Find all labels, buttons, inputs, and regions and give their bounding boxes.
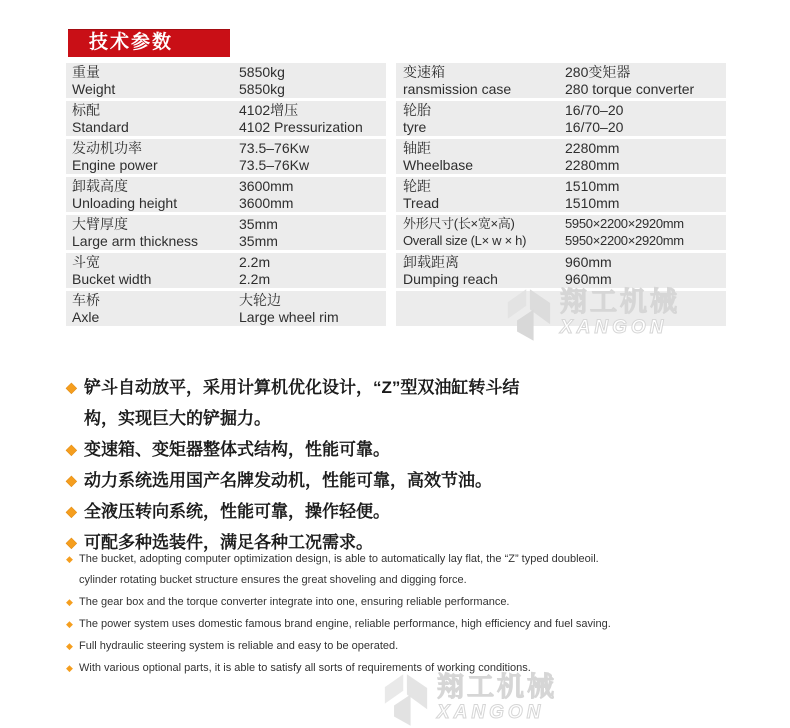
watermark-logo xyxy=(383,672,557,728)
spec-value-cn: 73.5–76Kw xyxy=(239,140,310,156)
feature-text: 构，实现巨大的铲掘力。 xyxy=(84,409,271,428)
feature-text: cylinder rotating bucket structure ensures the great shoveling and digging force. xyxy=(79,574,467,586)
spec-table-right-column xyxy=(396,63,726,329)
spec-value-en: 4102 Pressurization xyxy=(239,118,363,135)
spec-value-en: 960mm xyxy=(565,270,612,287)
table-row-empty xyxy=(396,291,726,326)
watermark-name-cn: 翔工机械 xyxy=(437,672,557,702)
spec-label-en: Tread xyxy=(403,194,440,211)
diamond-bullet-icon: ◆ xyxy=(66,597,73,607)
spec-label-cn: 轮胎 xyxy=(403,102,431,118)
spec-label-en: Wheelbase xyxy=(403,156,474,173)
spec-value-cn: 2280mm xyxy=(565,140,620,156)
spec-value-cn: 35mm xyxy=(239,216,278,232)
spec-label-en: ransmission case xyxy=(403,80,512,97)
feature-item xyxy=(66,592,736,613)
diamond-bullet-icon: ◆ xyxy=(66,641,73,651)
spec-label-en: Overall size (L× w × h) xyxy=(403,232,527,248)
feature-text: With various optional parts, it is able to satisfy all sorts of requirements of working conditions. xyxy=(79,662,531,674)
feature-text: The gear box and the torque converter integrate into one, ensuring reliable performance. xyxy=(79,596,510,608)
watermark-name-cn: 翔工机械 xyxy=(560,287,680,317)
spec-value-en: 2280mm xyxy=(565,156,620,173)
spec-label-cn: 标配 xyxy=(72,102,100,118)
feature-item xyxy=(66,614,736,635)
spec-label-en: Large arm thickness xyxy=(72,232,199,249)
spec-value-cn: 5850kg xyxy=(239,64,285,80)
table-row xyxy=(396,139,726,174)
watermark-name-en: XANGON xyxy=(560,317,668,338)
feature-text: 变速箱、变矩器整体式结构，性能可靠。 xyxy=(84,440,390,459)
feature-text: 全液压转向系统，性能可靠，操作轻便。 xyxy=(84,502,390,521)
spec-label-cn: 车桥 xyxy=(72,292,100,308)
spec-table-left-column xyxy=(66,63,386,329)
spec-value-en: 1510mm xyxy=(565,194,620,211)
feature-item xyxy=(66,636,736,657)
spec-value-en: 280 torque converter xyxy=(565,80,695,97)
table-row xyxy=(396,215,726,250)
spec-value-en: 5950×2200×2920mm xyxy=(565,232,684,248)
spec-value-cn: 5950×2200×2920mm xyxy=(565,216,684,231)
diamond-bullet-icon: ◆ xyxy=(66,441,77,457)
feature-text: 动力系统选用国产名牌发动机，性能可靠，高效节油。 xyxy=(84,471,492,490)
spec-label-cn: 斗宽 xyxy=(72,254,100,270)
spec-table xyxy=(66,63,726,329)
feature-item xyxy=(66,434,651,465)
spec-label-en: Engine power xyxy=(72,156,158,173)
spec-label-en: Axle xyxy=(72,308,100,325)
spec-value-en: 73.5–76Kw xyxy=(239,156,310,173)
spec-value-cn: 大轮边 xyxy=(239,292,281,308)
spec-label-en: Weight xyxy=(72,80,116,97)
diamond-bullet-icon: ◆ xyxy=(66,379,77,395)
feature-item xyxy=(66,549,736,591)
spec-value-en: 2.2m xyxy=(239,270,271,287)
spec-label-cn: 发动机功率 xyxy=(72,140,142,156)
diamond-bullet-icon: ◆ xyxy=(66,534,77,550)
spec-label-en: tyre xyxy=(403,118,427,135)
feature-text: Full hydraulic steering system is reliable and easy to be operated. xyxy=(79,640,399,652)
table-row xyxy=(396,177,726,212)
spec-value-en: 16/70–20 xyxy=(565,118,624,135)
feature-item xyxy=(66,658,736,679)
diamond-bullet-icon: ◆ xyxy=(66,554,73,564)
spec-value-en: 35mm xyxy=(239,232,278,249)
spec-label-cn: 大臂厚度 xyxy=(72,216,128,232)
table-row xyxy=(396,101,726,136)
table-row xyxy=(66,253,386,288)
diamond-bullet-icon: ◆ xyxy=(66,472,77,488)
table-row xyxy=(66,177,386,212)
table-row xyxy=(66,139,386,174)
spec-label-cn: 变速箱 xyxy=(403,64,445,80)
spec-label-cn: 卸载距离 xyxy=(403,254,459,270)
diamond-bullet-icon: ◆ xyxy=(66,619,73,629)
watermark-name-en: XANGON xyxy=(437,702,545,723)
spec-label-cn: 外形尺寸(长×宽×高) xyxy=(403,216,515,231)
spec-label-en: Standard xyxy=(72,118,129,135)
table-row xyxy=(66,291,386,326)
table-row xyxy=(396,63,726,98)
spec-label-cn: 重量 xyxy=(72,64,100,80)
table-row xyxy=(66,63,386,98)
feature-item xyxy=(66,496,651,527)
xiangong-logo-icon xyxy=(383,672,429,728)
feature-text: The bucket, adopting computer optimization design, is able to automatically lay flat, the “Z” typed doubleoil. xyxy=(79,553,599,565)
feature-list-en xyxy=(66,549,736,680)
spec-value-cn: 280变矩器 xyxy=(565,64,631,80)
spec-label-cn: 卸载高度 xyxy=(72,178,128,194)
feature-item xyxy=(66,372,651,434)
spec-label-cn: 轴距 xyxy=(403,140,431,156)
page-title: 技术参数 xyxy=(89,32,174,53)
spec-value-cn: 4102增压 xyxy=(239,102,299,118)
spec-label-en: Dumping reach xyxy=(403,270,498,287)
spec-value-cn: 1510mm xyxy=(565,178,620,194)
spec-label-en: Unloading height xyxy=(72,194,178,211)
spec-value-en: Large wheel rim xyxy=(239,308,339,325)
feature-text: The power system uses domestic famous brand engine, reliable performance, high efficiency and fuel saving. xyxy=(79,618,611,630)
spec-value-en: 5850kg xyxy=(239,80,285,97)
diamond-bullet-icon: ◆ xyxy=(66,663,73,673)
spec-value-cn: 3600mm xyxy=(239,178,294,194)
spec-value-cn: 960mm xyxy=(565,254,612,270)
diamond-bullet-icon: ◆ xyxy=(66,503,77,519)
spec-value-cn: 2.2m xyxy=(239,254,271,270)
table-row xyxy=(66,215,386,250)
spec-value-en: 3600mm xyxy=(239,194,294,211)
spec-value-cn: 16/70–20 xyxy=(565,102,624,118)
table-row xyxy=(396,253,726,288)
table-row xyxy=(66,101,386,136)
feature-text: 铲斗自动放平，采用计算机优化设计，“Z”型双油缸转斗结 xyxy=(84,378,520,397)
spec-label-cn: 轮距 xyxy=(403,178,431,194)
section-banner xyxy=(68,29,230,57)
feature-item xyxy=(66,465,651,496)
feature-text: 可配多种选装件，满足各种工况需求。 xyxy=(84,533,373,552)
spec-label-en: Bucket width xyxy=(72,270,152,287)
feature-list-cn xyxy=(66,372,651,558)
